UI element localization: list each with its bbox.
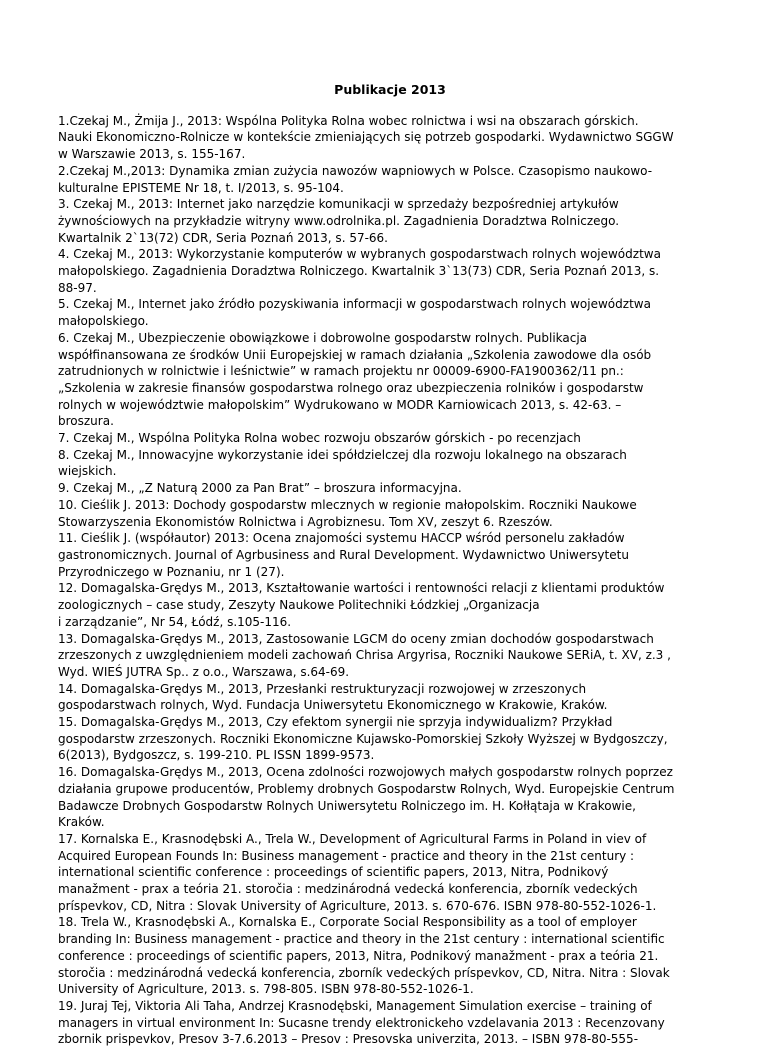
publication-line: 16. Domagalska-Grędys M., 2013, Ocena zdolności rozwojowych małych gospodarstw rolnych poprzez (58, 765, 673, 780)
publication-line: international scientific conference : proceedings of scientific papers, 2013, Nitra, Podnikový (58, 865, 609, 880)
publication-line: 2.Czekaj M.,2013: Dynamika zmian zużycia nawozów wapniowych w Polsce. Czasopismo naukowo- (58, 163, 653, 178)
publication-entry (58, 998, 722, 1048)
publication-line: 18. Trela W., Krasnodębski A., Kornalska E., Corporate Social Responsibility as a tool of employer (58, 915, 637, 930)
publication-entry (58, 246, 722, 296)
publication-entry (58, 764, 722, 831)
publication-line: 1.Czekaj M., Żmija J., 2013: Wspólna Polityka Rolna wobec rolnictwa i wsi na obszarach górskich. (58, 113, 639, 128)
publication-entry (58, 196, 722, 246)
publication-line: rolnych w województwie małopolskim” Wydrukowano w MODR Karniowicach 2013, s. 42-63. – (58, 397, 622, 412)
publication-entry (58, 430, 722, 447)
publication-entry (58, 631, 722, 681)
publication-entry (58, 530, 722, 580)
publication-line: 14. Domagalska-Grędys M., 2013, Przesłanki restrukturyzacji rozwojowej w zrzeszonych (58, 681, 587, 696)
page-title: Publikacje 2013 (334, 82, 446, 97)
publication-line: Stowarzyszenia Ekonomistów Rolnictwa i Agrobiznesu. Tom XV, zeszyt 6. Rzeszów. (58, 514, 553, 529)
publication-entry (58, 681, 722, 714)
publication-line: Acquired European Founds In: Business management - practice and theory in the 21st century : (58, 848, 635, 863)
publication-entry (58, 497, 722, 530)
document-page (58, 82, 722, 1048)
publication-line: w Warszawie 2013, s. 155-167. (58, 147, 246, 162)
publication-line: 7. Czekaj M., Wspólna Polityka Rolna wobec rozwoju obszarów górskich - po recenzjach (58, 431, 581, 446)
publication-line: zbornik prispevkov, Presov 3-7.6.2013 – Presov : Presovska univerzita, 2013. – ISBN 978-80-555- (58, 1032, 639, 1047)
publication-line: príspevkov, CD, Nitra : Slovak University of Agriculture, 2013. s. 670-676. ISBN 978-80-552-1026-1. (58, 898, 657, 913)
publication-line: małopolskiego. Zagadnienia Doradztwa Rolniczego. Kwartalnik 3`13(73) CDR, Seria Poznań 2013, s. (58, 264, 660, 279)
publication-line: „Szkolenia w zakresie finansów gospodarstwa rolnego oraz ubezpieczenia rolników i gospodarstw (58, 380, 644, 395)
publication-line: zrzeszonych z uwzględnieniem modeli zachowań Chrisa Argyrisa, Roczniki Naukowe SERiA, t. XV, z.3 , (58, 648, 671, 663)
publication-entry (58, 447, 722, 480)
publication-line: Kwartalnik 2`13(72) CDR, Seria Poznań 2013, s. 57-66. (58, 230, 388, 245)
publication-line: 9. Czekaj M., „Z Naturą 2000 za Pan Brat” – broszura informacyjna. (58, 481, 462, 496)
publication-line: conference : proceedings of scientific papers, 2013, Nitra, Podnikový manažment - prax a teória 21. (58, 948, 659, 963)
publication-line: 88-97. (58, 280, 97, 295)
publication-line: zoologicznych – case study, Zeszyty Naukowe Politechniki Łódzkiej „Organizacja (58, 598, 540, 613)
publication-line: manažment - prax a teória 21. storočia : medzinárodná vedecká konferencia, zborník vedeckých (58, 882, 638, 897)
publication-line: managers in virtual environment In: Sucasne trendy elektronickeho vzdelavania 2013 : Recenzovany (58, 1015, 665, 1030)
publication-line: 19. Juraj Tej, Viktoria Ali Taha, Andrzej Krasnodębski, Management Simulation exercise – training of (58, 998, 652, 1013)
publication-line: branding In: Business management - practice and theory in the 21st century : international scientific (58, 932, 665, 947)
publication-entry (58, 831, 722, 915)
publication-entry (58, 580, 722, 630)
publication-line: 10. Cieślik J. 2013: Dochody gospodarstw mlecznych w regionie małopolskim. Roczniki Naukowe (58, 497, 637, 512)
publication-entry (58, 163, 722, 196)
publication-line: 3. Czekaj M., 2013: Internet jako narzędzie komunikacji w sprzedaży bezpośredniej artykułów (58, 197, 619, 212)
publication-entry (58, 914, 722, 998)
publication-entry (58, 330, 722, 430)
publication-entry (58, 480, 722, 497)
publication-line: 5. Czekaj M., Internet jako źródło pozyskiwania informacji w gospodarstwach rolnych województwa (58, 297, 651, 312)
publication-list (58, 113, 722, 1048)
publication-line: 15. Domagalska-Grędys M., 2013, Czy efektom synergii nie sprzyja indywidualizm? Przykład (58, 715, 613, 730)
publication-line: storočia : medzinárodná vedecká konferencia, zborník vedeckých príspevkov, CD, Nitra. Nitra : Slovak (58, 965, 670, 980)
publication-line: 17. Kornalska E., Krasnodębski A., Trela W., Development of Agricultural Farms in Poland in viev of (58, 831, 647, 846)
publication-line: 6. Czekaj M., Ubezpieczenie obowiązkowe i dobrowolne gospodarstw rolnych. Publikacja (58, 330, 588, 345)
publication-entry (58, 113, 722, 163)
publication-line: Badawcze Drobnych Gospodarstw Rolnych Uniwersytetu Rolniczego im. H. Kołłątaja w Krakowie, (58, 798, 636, 813)
publication-line: 11. Cieślik J. (współautor) 2013: Ocena znajomości systemu HACCP wśród personelu zakładów (58, 531, 625, 546)
publication-line: Nauki Ekonomiczno-Rolnicze w kontekście zmieniających się potrzeb gospodarki. Wydawnictwo SGGW (58, 130, 674, 145)
publication-line: gospodarstwach rolnych, Wyd. Fundacja Uniwersytetu Ekonomicznego w Krakowie, Kraków. (58, 698, 608, 713)
publication-entry (58, 296, 722, 329)
publication-line: 6(2013), Bydgoszcz, s. 199-210. PL ISSN 1899-9573. (58, 748, 375, 763)
publication-line: gastronomicznych. Journal of Agrbusiness and Rural Development. Wydawnictwo Uniwersytetu (58, 547, 629, 562)
publication-line: broszura. (58, 414, 114, 429)
publication-line: współfinansowana ze środków Unii Europejskiej w ramach działania „Szkolenia zawodowe dla osób (58, 347, 652, 362)
publication-line: Wyd. WIEŚ JUTRA Sp.. z o.o., Warszawa, s.64-69. (58, 664, 350, 679)
publication-line: University of Agriculture, 2013. s. 798-805. ISBN 978-80-552-1026-1. (58, 982, 474, 997)
publication-line: 13. Domagalska-Grędys M., 2013, Zastosowanie LGCM do oceny zmian dochodów gospodarstwach (58, 631, 654, 646)
publication-line: żywnościowych na przykładzie witryny www.odrolnika.pl. Zagadnienia Doradztwa Rolniczego. (58, 213, 620, 228)
publication-line: działania grupowe producentów, Problemy drobnych Gospodarstw Rolnych, Wyd. Europejskie Centrum (58, 781, 675, 796)
publication-line: małopolskiego. (58, 314, 149, 329)
publication-line: 12. Domagalska-Grędys M., 2013, Kształtowanie wartości i rentowności relacji z klientami produktów (58, 581, 665, 596)
publication-entry (58, 714, 722, 764)
publication-line: Kraków. (58, 815, 105, 830)
publication-line: 8. Czekaj M., Innowacyjne wykorzystanie idei spółdzielczej dla rozwoju lokalnego na obszarach (58, 447, 627, 462)
publication-line: wiejskich. (58, 464, 117, 479)
publication-line: gospodarstw zrzeszonych. Roczniki Ekonomiczne Kujawsko-Pomorskiej Szkoły Wyższej w Bydgoszczy, (58, 731, 668, 746)
publication-line: Przyrodniczego w Poznaniu, nr 1 (27). (58, 564, 285, 579)
publication-line: kulturalne EPISTEME Nr 18, t. I/2013, s. 95-104. (58, 180, 344, 195)
publication-line: zatrudnionych w rolnictwie i leśnictwie” w ramach projektu nr 00009-6900-FA1900362/11 pn.: (58, 364, 624, 379)
publication-line: 4. Czekaj M., 2013: Wykorzystanie komputerów w wybranych gospodarstwach rolnych województwa (58, 247, 661, 262)
publication-line: i zarządzanie”, Nr 54, Łódź, s.105-116. (58, 614, 292, 629)
